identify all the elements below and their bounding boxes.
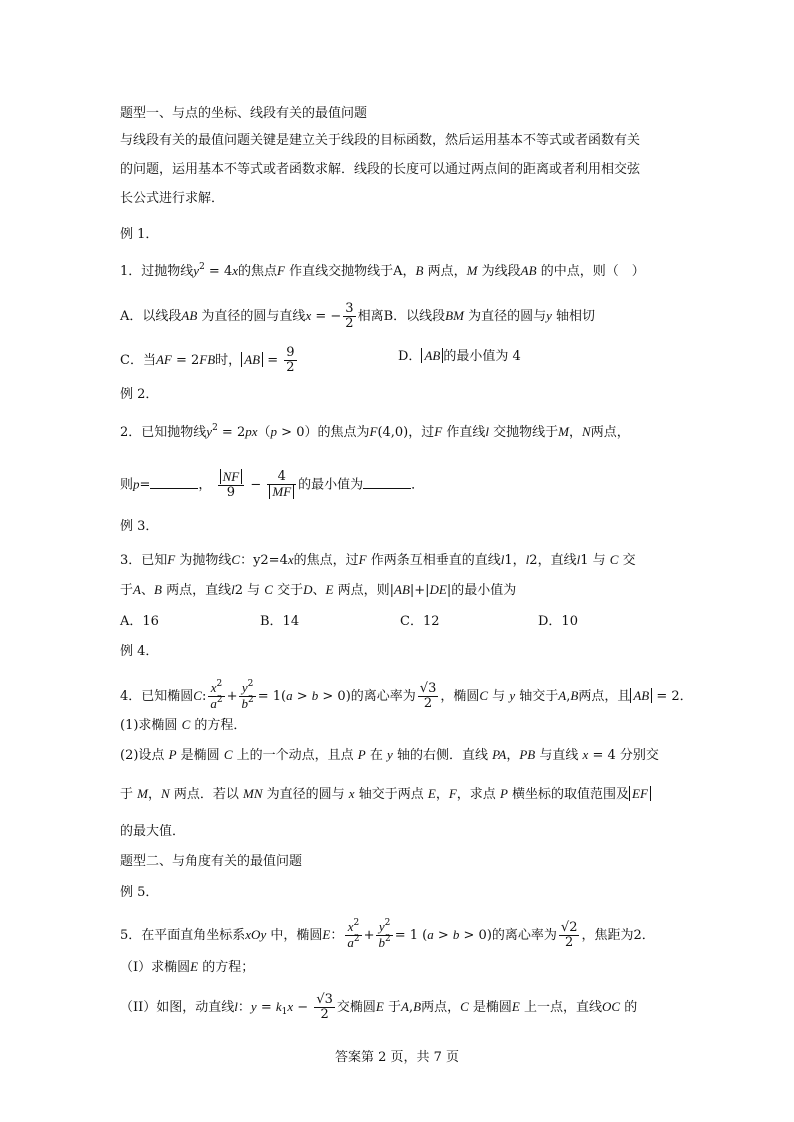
example-4-stem: 4．已知椭圆C: $\frac{x^2}{a^2}$ + $\frac{y^2}{b^2}$ = 1(a > b > 0)的离心率为 $\frac{√3}{2}$ ，椭圆C 与 y 轴交于A,B两点，且 AB = 2．: [120, 679, 693, 711]
example-3-option-c: C．12: [400, 614, 440, 629]
example-3-option-d: D．10: [538, 614, 578, 629]
example-2-ask: 则p= ， $\frac{NF}{9}$ − $\frac{4}{MF}$ 的最小值为 ．: [120, 469, 425, 500]
example-5-q2: （II）如图，动直线l：$y = k_1x$ − $\frac{√3}{2}$ 交椭圆E 于A,B两点，C 是椭圆E 上一点，直线OC 的: [120, 992, 638, 1022]
section-title-1: 题型一、与点的坐标、线段有关的最值问题: [120, 106, 368, 121]
example-4-q1: (1)求椭圆 C 的方程．: [120, 717, 247, 733]
example-4-q4: 的最大值．: [120, 824, 186, 839]
example-1-stem: 1．过抛物线$y^2 = 4x$的焦点F 作直线交抛物线于A，B 两点，M 为线段AB 的中点，则（ ）: [120, 262, 645, 279]
example-5-q1: （I）求椭圆E 的方程；: [120, 959, 255, 975]
page-footer: 答案第 2 页，共 7 页: [334, 1050, 460, 1065]
example-4-q2: (2)设点 P 是椭圆 C 上的一个动点，且点 P 在 y 轴的右侧．直线 PA，PB 与直线 x = 4 分别交: [120, 747, 659, 763]
example-4-q3: 于 M，N 两点．若以 MN 为直径的圆与 x 轴交于两点 E，F，求点 P 横坐标的取值范围及 EF: [120, 784, 680, 805]
example-5-label: 例 5．: [120, 885, 159, 900]
example-3-line-2: 于A、B 两点，直线l2 与 C 交于D、E 两点，则|AB|+|DE|的最小值为: [120, 582, 517, 598]
example-3-line-1: 3．已知F 为抛物线C：y2=4x的焦点，过F 作两条互相垂直的直线l1，l2，直线l1 与 C 交: [120, 552, 636, 568]
example-1-label: 例 1．: [120, 227, 159, 242]
intro-line-2: 的问题，运用基本不等式或者函数求解．线段的长度可以通过两点间的距离或者利用相交弦: [120, 162, 641, 177]
example-1-options-cd: C．当AF = 2FB时， AB = $\frac{9}{2}$ D． AB 的最小值为 4: [120, 345, 521, 375]
example-2-stem: 2．已知抛物线$y^2 = 2px(p > 0)$的焦点为F(4,0)，过F 作直线l 交抛物线于M，N两点，: [120, 423, 630, 440]
intro-line-1: 与线段有关的最值问题关键是建立关于线段的目标函数，然后运用基本不等式或者函数有关: [120, 133, 641, 148]
example-1-options-ab: A．以线段AB 为直径的圆与直线x = − $\frac{3}{2}$ 相离B．以线段BM 为直径的圆与y 轴相切: [120, 301, 596, 331]
example-5-stem: 5．在平面直角坐标系xOy 中，椭圆E： $\frac{x^2}{a^2}$ + $\frac{y^2}{b^2}$ = 1 (a > b > 0)的离心率为 $\frac{√2}{2}$ ，焦距为2．: [120, 918, 655, 950]
section-title-2: 题型二、与角度有关的最值问题: [120, 854, 303, 869]
intro-line-3: 长公式进行求解．: [120, 191, 225, 206]
example-3-option-a: A．16: [120, 614, 159, 629]
example-3-label: 例 3．: [120, 519, 159, 534]
example-3-option-b: B．14: [260, 614, 300, 629]
example-4-label: 例 4．: [120, 644, 159, 659]
example-2-label: 例 2．: [120, 387, 159, 402]
